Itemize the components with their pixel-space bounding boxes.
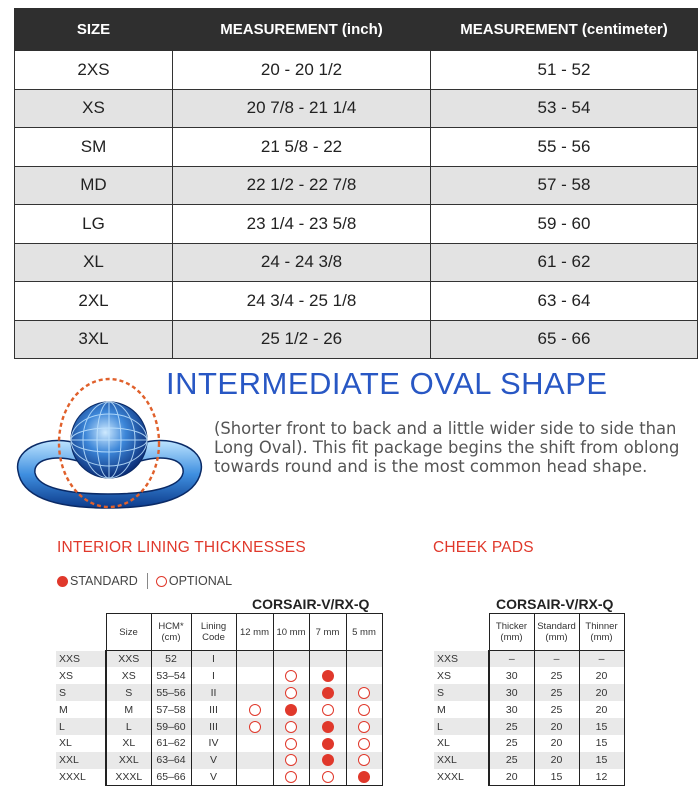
inch-cell: 20 7/8 - 21 1/4 xyxy=(173,89,431,128)
lining-hcm-cell: 52 xyxy=(151,651,191,668)
pad-10mm-cell xyxy=(273,735,309,752)
lining-code-cell: I xyxy=(191,667,236,684)
cm-cell: 51 - 52 xyxy=(431,51,698,90)
lining-size-cell: XXXL xyxy=(106,769,151,786)
cm-cell: 57 - 58 xyxy=(431,166,698,205)
pad-12mm-cell xyxy=(236,769,273,786)
cheek-standard-cell: 20 xyxy=(534,735,579,752)
pad-7mm-cell xyxy=(309,651,346,668)
lining-hcm-cell: 53–54 xyxy=(151,667,191,684)
size-chart-row xyxy=(15,166,698,205)
pad-5mm-cell xyxy=(346,701,382,718)
lining-table xyxy=(56,613,383,786)
cheek-pads-heading: CHEEK PADS xyxy=(433,539,534,556)
size-chart-row xyxy=(15,243,698,282)
lining-header-size: Size xyxy=(106,614,151,651)
pad-7mm-cell xyxy=(309,718,346,735)
inch-cell: 24 3/4 - 25 1/8 xyxy=(173,282,431,321)
size-column-header: SIZE xyxy=(15,9,173,51)
size-chart-header-row xyxy=(15,9,698,51)
size-chart-row xyxy=(15,89,698,128)
cheek-row xyxy=(434,735,624,752)
lining-heading: INTERIOR LINING THICKNESSES xyxy=(57,539,306,556)
cheek-row xyxy=(434,752,624,769)
lining-code-cell: II xyxy=(191,684,236,701)
optional-dot-icon xyxy=(285,771,297,783)
cheek-pads-table xyxy=(434,613,625,786)
pad-7mm-cell xyxy=(309,735,346,752)
optional-dot-icon xyxy=(322,771,334,783)
shape-title: INTERMEDIATE OVAL SHAPE xyxy=(166,366,608,401)
pad-7mm-cell xyxy=(309,701,346,718)
lining-row-label: M xyxy=(56,701,106,718)
cm-cell: 63 - 64 xyxy=(431,282,698,321)
lining-row-label: XXS xyxy=(56,651,106,668)
size-chart-table xyxy=(14,8,698,359)
optional-dot-icon xyxy=(358,754,370,766)
lining-row xyxy=(56,651,382,668)
standard-dot-icon xyxy=(322,687,334,699)
cheek-thicker-cell: 30 xyxy=(489,667,534,684)
pad-12mm-cell xyxy=(236,684,273,701)
cheek-row-label: S xyxy=(434,684,489,701)
pad-12mm-cell xyxy=(236,718,273,735)
cm-cell: 55 - 56 xyxy=(431,128,698,167)
pad-12mm-cell xyxy=(236,701,273,718)
pad-5mm-cell xyxy=(346,667,382,684)
lining-hcm-cell: 63–64 xyxy=(151,752,191,769)
cheek-row-label: XXL xyxy=(434,752,489,769)
lining-size-cell: XS xyxy=(106,667,151,684)
size-cell: SM xyxy=(15,128,173,167)
inch-cell: 25 1/2 - 26 xyxy=(173,320,431,359)
cheek-thicker-cell: 25 xyxy=(489,752,534,769)
cheek-row xyxy=(434,651,624,668)
cheek-thinner-cell: 15 xyxy=(579,752,624,769)
standard-dot-icon xyxy=(57,576,68,587)
legend xyxy=(57,573,232,589)
inch-cell: 20 - 20 1/2 xyxy=(173,51,431,90)
inch-cell: 22 1/2 - 22 7/8 xyxy=(173,166,431,205)
lining-code-cell: III xyxy=(191,718,236,735)
cheek-table-body xyxy=(434,651,624,786)
cheek-row xyxy=(434,701,624,718)
lining-model-title: CORSAIR-V/RX-Q xyxy=(252,596,370,612)
cheek-row-label: XXS xyxy=(434,651,489,668)
inch-cell: 23 1/4 - 23 5/8 xyxy=(173,205,431,244)
lining-hcm-cell: 59–60 xyxy=(151,718,191,735)
standard-dot-icon xyxy=(322,670,334,682)
cheek-thicker-cell: 20 xyxy=(489,769,534,786)
lining-row-label: XXL xyxy=(56,752,106,769)
cheek-thinner-cell: 15 xyxy=(579,735,624,752)
lining-header-row xyxy=(56,614,382,651)
lining-code-cell: IV xyxy=(191,735,236,752)
lining-table-body xyxy=(56,651,382,786)
cm-column-header: MEASUREMENT (centimeter) xyxy=(431,9,698,51)
inch-cell: 21 5/8 - 22 xyxy=(173,128,431,167)
legend-standard-label: STANDARD xyxy=(70,574,138,588)
lining-row xyxy=(56,667,382,684)
cheek-standard-cell: 25 xyxy=(534,701,579,718)
cheek-standard-cell: 20 xyxy=(534,718,579,735)
pad-7mm-cell xyxy=(309,684,346,701)
pad-10mm-cell xyxy=(273,769,309,786)
pad-5mm-cell xyxy=(346,684,382,701)
size-cell: 2XL xyxy=(15,282,173,321)
cheek-header-blank xyxy=(434,614,489,651)
standard-dot-icon xyxy=(322,738,334,750)
pad-12mm-cell xyxy=(236,667,273,684)
pad-5mm-cell xyxy=(346,735,382,752)
lining-hcm-cell: 55–56 xyxy=(151,684,191,701)
cheek-row xyxy=(434,718,624,735)
cheek-thicker-cell: 30 xyxy=(489,701,534,718)
cheek-header-thicker: Thicker (mm) xyxy=(489,614,534,651)
lining-header-10mm: 10 mm xyxy=(273,614,309,651)
cheek-thicker-cell: 25 xyxy=(489,735,534,752)
lining-row xyxy=(56,701,382,718)
optional-dot-icon xyxy=(285,687,297,699)
cheek-standard-cell: – xyxy=(534,651,579,668)
lining-row-label: XXXL xyxy=(56,769,106,786)
optional-dot-icon xyxy=(322,704,334,716)
optional-dot-icon xyxy=(249,721,261,733)
lining-code-cell: I xyxy=(191,651,236,668)
lining-header-5mm: 5 mm xyxy=(346,614,382,651)
size-cell: XS xyxy=(15,89,173,128)
cm-cell: 53 - 54 xyxy=(431,89,698,128)
cheek-standard-cell: 25 xyxy=(534,667,579,684)
optional-dot-icon xyxy=(285,670,297,682)
cheek-row xyxy=(434,667,624,684)
shape-description: (Shorter front to back and a little wider side to side than Long Oval). This fit package begins the shift from oblong towards round and is the most common head shape. xyxy=(214,419,680,476)
standard-dot-icon xyxy=(322,721,334,733)
size-chart-row xyxy=(15,51,698,90)
lining-size-cell: S xyxy=(106,684,151,701)
legend-divider xyxy=(147,573,148,589)
pad-5mm-cell xyxy=(346,769,382,786)
inch-column-header: MEASUREMENT (inch) xyxy=(173,9,431,51)
size-chart-body xyxy=(15,51,698,359)
cheek-thinner-cell: 12 xyxy=(579,769,624,786)
lining-row-label: XL xyxy=(56,735,106,752)
inch-cell: 24 - 24 3/8 xyxy=(173,243,431,282)
lining-header-hcm: HCM* (cm) xyxy=(151,614,191,651)
lining-row-label: S xyxy=(56,684,106,701)
cheek-row-label: XL xyxy=(434,735,489,752)
cheek-thinner-cell: 15 xyxy=(579,718,624,735)
legend-optional-label: OPTIONAL xyxy=(168,574,233,588)
lining-header-12mm: 12 mm xyxy=(236,614,273,651)
optional-dot-icon xyxy=(358,721,370,733)
size-chart-row xyxy=(15,128,698,167)
cheek-row-label: XXXL xyxy=(434,769,489,786)
optional-dot-icon xyxy=(285,754,297,766)
cheek-standard-cell: 25 xyxy=(534,684,579,701)
size-cell: XL xyxy=(15,243,173,282)
pad-10mm-cell xyxy=(273,684,309,701)
cheek-header-standard: Standard (mm) xyxy=(534,614,579,651)
pad-5mm-cell xyxy=(346,651,382,668)
pad-10mm-cell xyxy=(273,752,309,769)
pad-12mm-cell xyxy=(236,752,273,769)
size-cell: MD xyxy=(15,166,173,205)
cheek-thicker-cell: – xyxy=(489,651,534,668)
pad-5mm-cell xyxy=(346,752,382,769)
lining-hcm-cell: 57–58 xyxy=(151,701,191,718)
lining-code-cell: III xyxy=(191,701,236,718)
lining-row-label: XS xyxy=(56,667,106,684)
size-chart-row xyxy=(15,282,698,321)
cheek-thicker-cell: 30 xyxy=(489,684,534,701)
size-cell: 3XL xyxy=(15,320,173,359)
pad-10mm-cell xyxy=(273,701,309,718)
lining-row xyxy=(56,735,382,752)
lining-size-cell: XXS xyxy=(106,651,151,668)
pad-7mm-cell xyxy=(309,752,346,769)
cheek-thinner-cell: 20 xyxy=(579,684,624,701)
cheek-thicker-cell: 25 xyxy=(489,718,534,735)
cheek-header-thinner: Thinner (mm) xyxy=(579,614,624,651)
lining-row xyxy=(56,769,382,786)
cm-cell: 59 - 60 xyxy=(431,205,698,244)
cheek-model-title: CORSAIR-V/RX-Q xyxy=(496,596,614,612)
lining-header-7mm: 7 mm xyxy=(309,614,346,651)
pad-7mm-cell xyxy=(309,769,346,786)
size-cell: LG xyxy=(15,205,173,244)
cheek-row xyxy=(434,769,624,786)
optional-dot-icon xyxy=(285,721,297,733)
optional-dot-icon xyxy=(249,704,261,716)
cheek-thinner-cell: 20 xyxy=(579,701,624,718)
pad-5mm-cell xyxy=(346,718,382,735)
lining-hcm-cell: 61–62 xyxy=(151,735,191,752)
optional-dot-icon xyxy=(285,738,297,750)
size-cell: 2XS xyxy=(15,51,173,90)
pad-12mm-cell xyxy=(236,735,273,752)
lining-row xyxy=(56,718,382,735)
cheek-standard-cell: 15 xyxy=(534,769,579,786)
pad-10mm-cell xyxy=(273,718,309,735)
pad-12mm-cell xyxy=(236,651,273,668)
cheek-row-label: L xyxy=(434,718,489,735)
standard-dot-icon xyxy=(358,771,370,783)
optional-dot-icon xyxy=(156,576,167,587)
lining-size-cell: XXL xyxy=(106,752,151,769)
optional-dot-icon xyxy=(358,738,370,750)
pad-7mm-cell xyxy=(309,667,346,684)
optional-dot-icon xyxy=(358,687,370,699)
cheek-row xyxy=(434,684,624,701)
lining-header-code: Lining Code xyxy=(191,614,236,651)
cm-cell: 61 - 62 xyxy=(431,243,698,282)
size-chart-row xyxy=(15,205,698,244)
cm-cell: 65 - 66 xyxy=(431,320,698,359)
cheek-thinner-cell: – xyxy=(579,651,624,668)
standard-dot-icon xyxy=(285,704,297,716)
size-chart-row xyxy=(15,320,698,359)
lining-code-cell: V xyxy=(191,769,236,786)
lining-size-cell: XL xyxy=(106,735,151,752)
cheek-header-row xyxy=(434,614,624,651)
lining-row xyxy=(56,752,382,769)
optional-dot-icon xyxy=(358,704,370,716)
pad-10mm-cell xyxy=(273,667,309,684)
lining-hcm-cell: 65–66 xyxy=(151,769,191,786)
lining-size-cell: M xyxy=(106,701,151,718)
lining-code-cell: V xyxy=(191,752,236,769)
lining-row xyxy=(56,684,382,701)
cheek-thinner-cell: 20 xyxy=(579,667,624,684)
lining-row-label: L xyxy=(56,718,106,735)
standard-dot-icon xyxy=(322,754,334,766)
cheek-row-label: M xyxy=(434,701,489,718)
pad-10mm-cell xyxy=(273,651,309,668)
cheek-row-label: XS xyxy=(434,667,489,684)
lining-header-blank xyxy=(56,614,106,651)
lining-size-cell: L xyxy=(106,718,151,735)
cheek-standard-cell: 20 xyxy=(534,752,579,769)
